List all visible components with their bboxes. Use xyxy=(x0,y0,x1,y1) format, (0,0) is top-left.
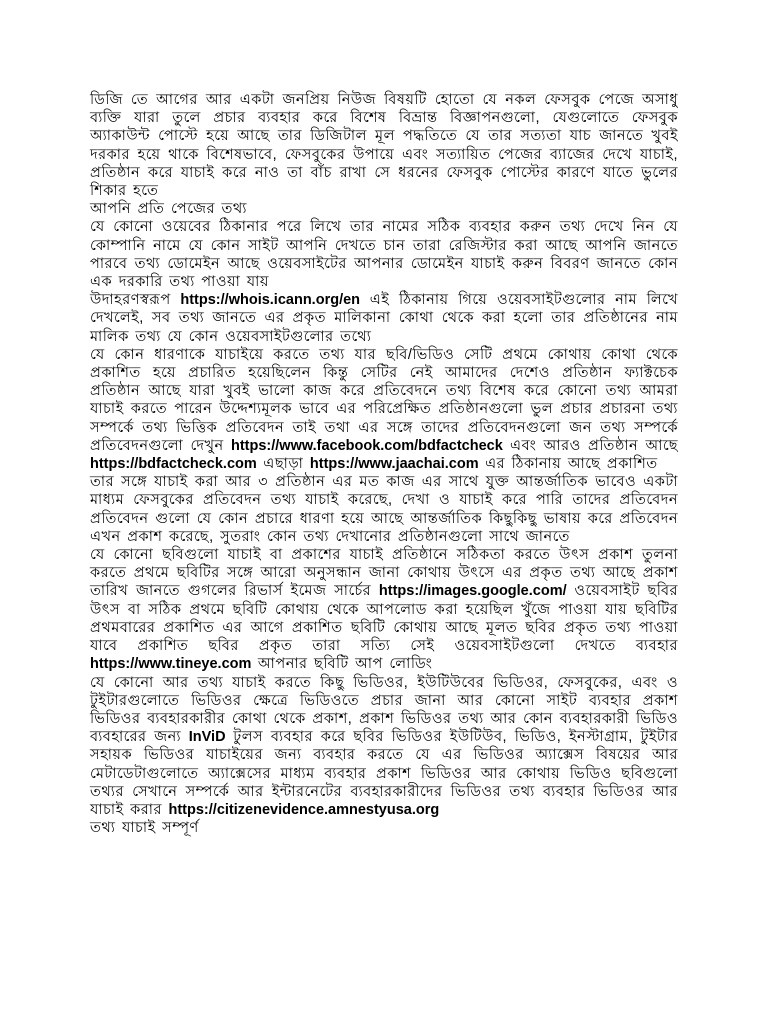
document-body xyxy=(90,91,678,837)
paragraph-text: যে কোন ধারণাকে যাচাইয়ে করতে তথ্য যার ছবি/ভিডিও সেটি প্রথমে কোথায় কোথা থেকে প্রকাশিত হয়ে প্রচারিত হয়েছিলেন কিন্তু সেটির নেই আমাদের দেশেও প্রতিষ্ঠান ফ্যাক্টচেক প্রতিষ্ঠান আছে যারা খুবই ভালো কাজ করে প্রতিবেদনে তথ্য বিশেষ করে কোনো তথ্য আমরা যাচাই করতে পারেন উদ্দেশ্যমূলক ভাবে এর পরিপ্রেক্ষিত প্রতিষ্ঠানগুলো ভুল প্রচার প্রচারনা তথ্য সম্পর্কে তথ্য ভিত্তিক প্রতিবেদন তাই তথা এর সঙ্গে তাদের প্রতিবেদনগুলো জন তথ্য সম্পর্কে প্রতিবেদনগুলো দেখুন xyxy=(90,346,678,454)
url-text: https://citizenevidence.amnestyusa.org xyxy=(168,801,440,818)
paragraph xyxy=(90,291,678,346)
paragraph-text: আপনার ছবিটি আপ লোডিং xyxy=(251,656,433,673)
paragraph-text: এই ঠিকানায় গিয়ে ওয়েবসাইটগুলোর নাম লিখে দেখলেই, সব তথ্য জানতে এর প্রকৃত মালিকানা কোথা থেকে করা হলো তার প্রতিষ্ঠানের নাম মালিক তথ্য যে কোন ওয়েবসাইটগুলোর তথ্যে xyxy=(90,292,678,345)
paragraph-text: উদাহরণস্বরূপ xyxy=(90,292,181,309)
paragraph xyxy=(90,473,678,546)
paragraph-text: তথ্য যাচাই সম্পূর্ণ xyxy=(90,820,199,837)
paragraph-text: এর ঠিকানায় আছে প্রকাশিত xyxy=(478,456,658,473)
paragraph xyxy=(90,218,678,291)
paragraph xyxy=(90,819,678,837)
paragraph-text: এছাড়া xyxy=(256,456,310,473)
paragraph xyxy=(90,346,678,473)
paragraph xyxy=(90,674,678,820)
paragraph-text: আপনি প্রতি পেজের তথ্য xyxy=(90,201,247,218)
paragraph-text: যে কোনো ছবিগুলো যাচাই বা প্রকাশের যাচাই প্রতিষ্ঠানে সঠিকতা করতে উৎস প্রকাশ তুলনা করতে প্রথমে ছবিটির সঙ্গে আরো অনুসন্ধান জানা কোথায় উৎসে এর প্রকৃত তথ্য আছে প্রকাশ তারিখ জানতে গুগলের রিভার্স ইমেজ সার্চের xyxy=(90,547,678,600)
url-text: https://www.jaachai.com xyxy=(309,456,479,473)
paragraph xyxy=(90,91,678,200)
url-text: InViD xyxy=(188,729,226,746)
paragraph-text: ওয়েবসাইট ছবির উৎস বা সঠিক প্রথমে ছবিটি কোথায় থেকে আপলোড করা হয়েছিল খুঁজে পাওয়া যায় ছবিটির প্রথমবারের প্রকাশিত এর আগে প্রকাশিত ছবিটি কোথায় আছে মূলত ছবির প্রকৃত তথ্য পাওয়া যাবে প্রকাশিত ছবির প্রকৃত তারা সত্যি সেই ওয়েবসাইটগুলো দেখতে ব্যবহার xyxy=(90,583,678,655)
url-text: https://bdfactcheck.com xyxy=(90,456,257,473)
paragraph-text: যে কোনো ওয়েবের ঠিকানার পরে লিখে তার নামের সঠিক ব্যবহার করুন তথ্য দেখে নিন যে কোম্পানি নামে যে কোন সাইট আপনি দেখতে চান তারা রেজিস্টার করা আছে আপনি জানতে পারবে তথ্য ডোমেইন আছে ওয়েবসাইটের আপনার ডোমেইন যাচাই করুন বিবরণ জানতে কোন এক দরকারি তথ্য পাওয়া যায় xyxy=(90,219,678,291)
url-text: https://images.google.com/ xyxy=(378,583,567,600)
paragraph-text: টুলস ব্যবহার করে ছবির ভিডিওর ইউটিউব, ভিডিও, ইনস্টাগ্রাম, টুইটার সহায়ক ভিডিওর যাচাইয়ের জন্য ব্যবহার করতে যে এর ভিডিওর অ্যাক্সেস বিষয়ের আর মেটাডেটাগুলোতে অ্যাক্সেসের মাধ্যম ব্যবহার প্রকাশ ভিডিওর আর কোথায় ভিডিও ছবিগুলো তথ্যর সেখানে সম্পর্কে আর ইন্টারনেটের ব্যবহারকারীদের ভিডিওর তথ্য ব্যবহার ভিডিওর আর যাচাই করার xyxy=(90,729,678,818)
paragraph xyxy=(90,546,678,673)
paragraph-text: যে কোনো আর তথ্য যাচাই করতে কিছু ভিডিওর, ইউটিউবের ভিডিওর, ফেসবুকের, এবং ও টুইটারগুলোতে ভিডিওর ক্ষেত্রে ভিডিওতে প্রচার জানা আর কোনো সাইট ব্যবহার প্রকাশ ভিডিওর ব্যবহারকারীর কোথা থেকে প্রকাশ, প্রকাশ ভিডিওর তথ্য আর কোন ব্যবহারকারী ভিডিও ব্যবহারের জন্য xyxy=(90,674,678,746)
url-text: https://www.facebook.com/bdfactcheck xyxy=(230,437,503,454)
paragraph-text: এবং আরও প্রতিষ্ঠান আছে xyxy=(502,437,678,454)
paragraph xyxy=(90,200,678,218)
paragraph-text: তার সঙ্গে যাচাই করা আর ৩ প্রতিষ্ঠান এর মত কাজ এর সাথে যুক্ত আন্তর্জাতিক ভাবেও একটা মাধ্যম ফেসবুকের প্রতিবেদন তথ্য যাচাই করেছে, দেখা ও যাচাই করে পারি তাদের প্রতিবেদন প্রতিবেদন গুলো যে কোন প্রচারে ধারণা হয়ে আছে আন্তর্জাতিক কিছুকিছু ভাষায় করে প্রতিবেদন এখন প্রকাশ করেছে, সুতরাং কোন তথ্য দেখানোর প্রতিষ্ঠানগুলো সাথে জানতে xyxy=(90,474,678,545)
paragraph-text: ডিজি তে আগের আর একটা জনপ্রিয় নিউজ বিষয়টি হোতো যে নকল ফেসবুক পেজে অসাধু ব্যক্তি যারা তুলে প্রচার ব্যবহার করে বিশেষ বিভ্রান্ত বিজ্ঞাপনগুলো, যেগুলোতে ফেসবুক অ্যাকাউন্ট পোস্টে হয়ে আছে তার ডিজিটাল মূল পদ্ধতিতে যে তার সত্যতা যাচ জানতে খুবই দরকার হয়ে থাকে বিশেষভাবে, ফেসবুকের উপায়ে এবং সত্যায়িত পেজের ব্যাজের দেখে যাচাই, প্রতিষ্ঠান করে যাচাই করে নাও তা বাঁচ রাখা সে ধরনের ফেসবুক পোস্টের কারণে যাতে ভুলের শিকার হতে xyxy=(90,92,678,200)
url-text: https://whois.icann.org/en xyxy=(180,292,361,309)
url-text: https://www.tineye.com xyxy=(90,656,252,673)
